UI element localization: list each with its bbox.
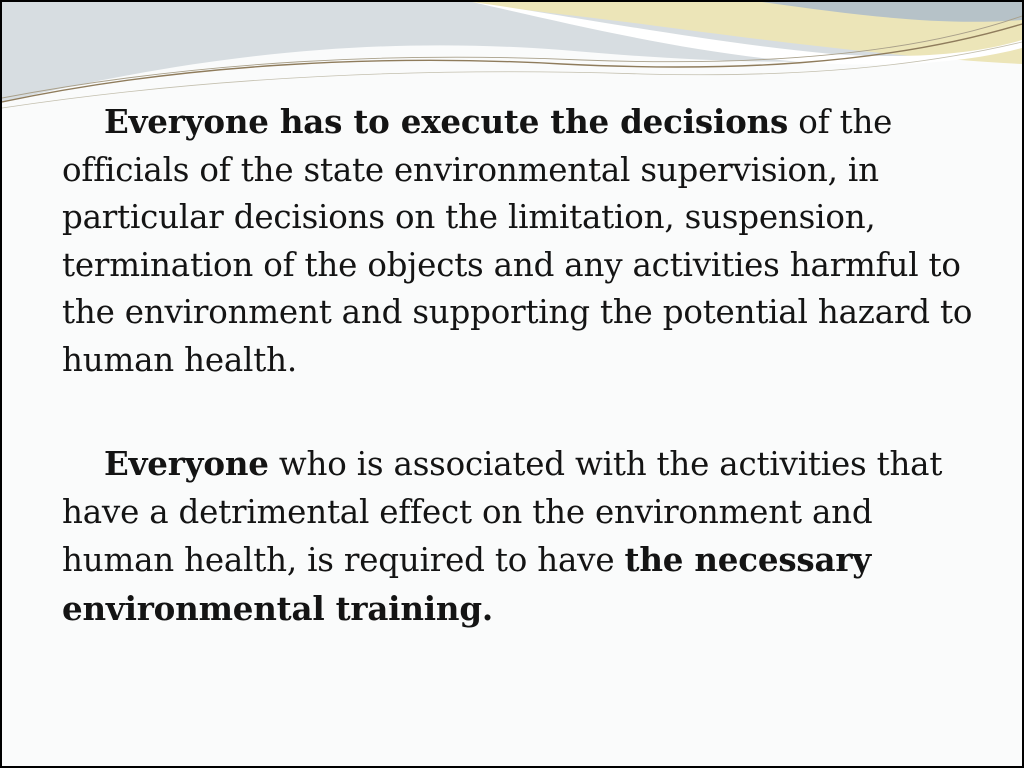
paragraph-1-text: of the officials of the state environmental supervision, in particular decisions on the limitation, suspension, termination of the objects and any activities harmful to the environment and supporting the potential hazard to human health. <box>62 103 973 379</box>
paragraph-2-bold-end: the necessary environmental training. <box>62 540 871 628</box>
paragraph-2-bold-lead: Everyone <box>104 444 269 483</box>
paragraph-1-bold-lead: Everyone has to execute the decisions <box>104 102 789 141</box>
paragraph-2 <box>62 440 982 633</box>
paragraph-1 <box>62 98 982 384</box>
paragraph-2-text: who is associated with the activities that have a detrimental effect on the environment and human health, is required to have <box>62 445 943 579</box>
slide-body <box>62 98 982 633</box>
